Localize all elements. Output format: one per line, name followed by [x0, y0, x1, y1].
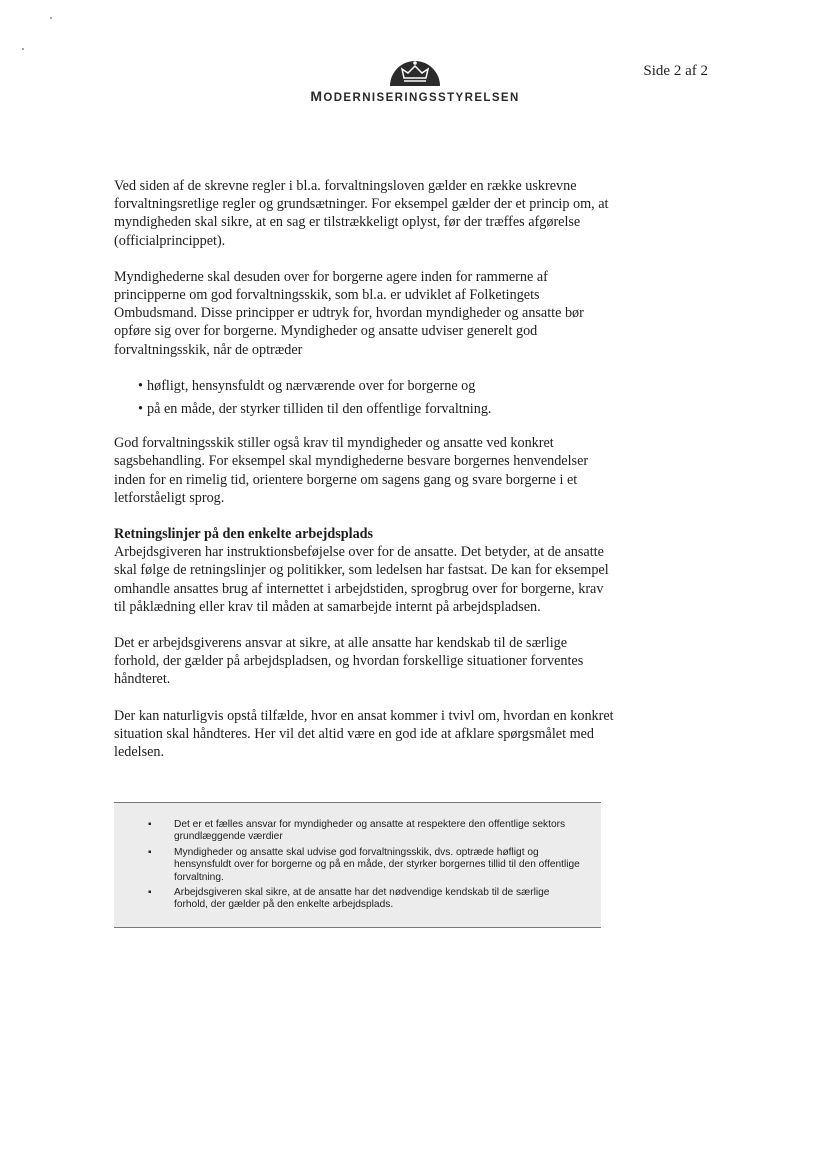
summary-item: ▪ Myndigheder og ansatte skal udvise god forvaltningsskik, dvs. optræde høfligt og hensynsfuldt over for borgerne og på en måde, der styrker borgernes tillid til den offentlige forvaltning.	[148, 847, 583, 884]
summary-box	[114, 802, 601, 928]
scan-speck	[22, 48, 24, 50]
agency-name: MODERNISERINGSSTYRELSEN	[310, 88, 520, 104]
summary-item: ▪ Arbejdsgiveren skal sikre, at de ansatte har det nødvendige kendskab til de særlige forhold, der gælder på den enkelte arbejdsplads.	[148, 887, 583, 912]
section-heading: Retningslinjer på den enkelte arbejdsplads	[114, 526, 374, 543]
page-number: Side 2 af 2	[643, 63, 708, 79]
agency-logo	[295, 56, 535, 104]
summary-list	[148, 819, 583, 912]
summary-item: ▪ Det er et fælles ansvar for myndigheder og ansatte at respektere den offentlige sektors grundlæggende værdier	[148, 819, 583, 844]
paragraph: God forvaltningsskik stiller også krav til myndigheder og ansatte ved konkret sagsbehandling. For eksempel skal myndighederne besvare borgernes henvendelser inden for en rimelig tid, orientere borgerne om sagens gang og svare borgerne i et letforståeligt sprog.	[114, 435, 589, 506]
scan-speck	[50, 17, 52, 19]
bullet-list	[114, 377, 614, 418]
paragraph: Myndighederne skal desuden over for borgerne agere inden for rammerne af principperne om god forvaltningsskik, som bl.a. er udviklet af Folketingets Ombudsmand. Disse principper er udtryk for, hvordan myndigheder og ansatte bør opføre sig over for borgerne. Myndigheder og ansatte udviser generelt god forvaltningsskik, når de optræder	[114, 268, 584, 358]
list-item: • høfligt, hensynsfuldt og nærværende over for borgerne og	[114, 377, 614, 395]
paragraph: Der kan naturligvis opstå tilfælde, hvor en ansat kommer i tvivl om, hvordan en konkret situation skal håndteres. Her vil det altid være en god ide at afklare spørgsmålet med ledelsen.	[114, 707, 614, 761]
crown-icon	[386, 56, 444, 86]
paragraph: Det er arbejdsgiverens ansvar at sikre, at alle ansatte har kendskab til de særlige forhold, der gælder på arbejdspladsen, og hvordan forskellige situationer forventes håndteret.	[114, 635, 584, 688]
list-item: • på en måde, der styrker tilliden til den offentlige forvaltning.	[114, 400, 614, 418]
paragraph: Ved siden af de skrevne regler i bl.a. forvaltningsloven gælder en række uskrevne forvaltningsretlige regler og grundsætninger. For eksempel gælder der et princip om, at myndigheden skal sikre, at en sag er tilstrækkeligt oplyst, før der træffes afgørelse (officialprincippet).	[114, 178, 609, 249]
paragraph: Arbejdsgiveren har instruktionsbeføjelse over for de ansatte. Det betyder, at de ansatte skal følge de retningslinjer og politikker, som ledelsen har fastsat. De kan for eksempel omhandle ansattes brug af internettet i arbejdstiden, sprogbrug over for borgerne, krav til påklædning eller krav til måden at samarbejde internt på arbejdspladsen.	[114, 544, 609, 615]
document-body	[114, 177, 614, 779]
